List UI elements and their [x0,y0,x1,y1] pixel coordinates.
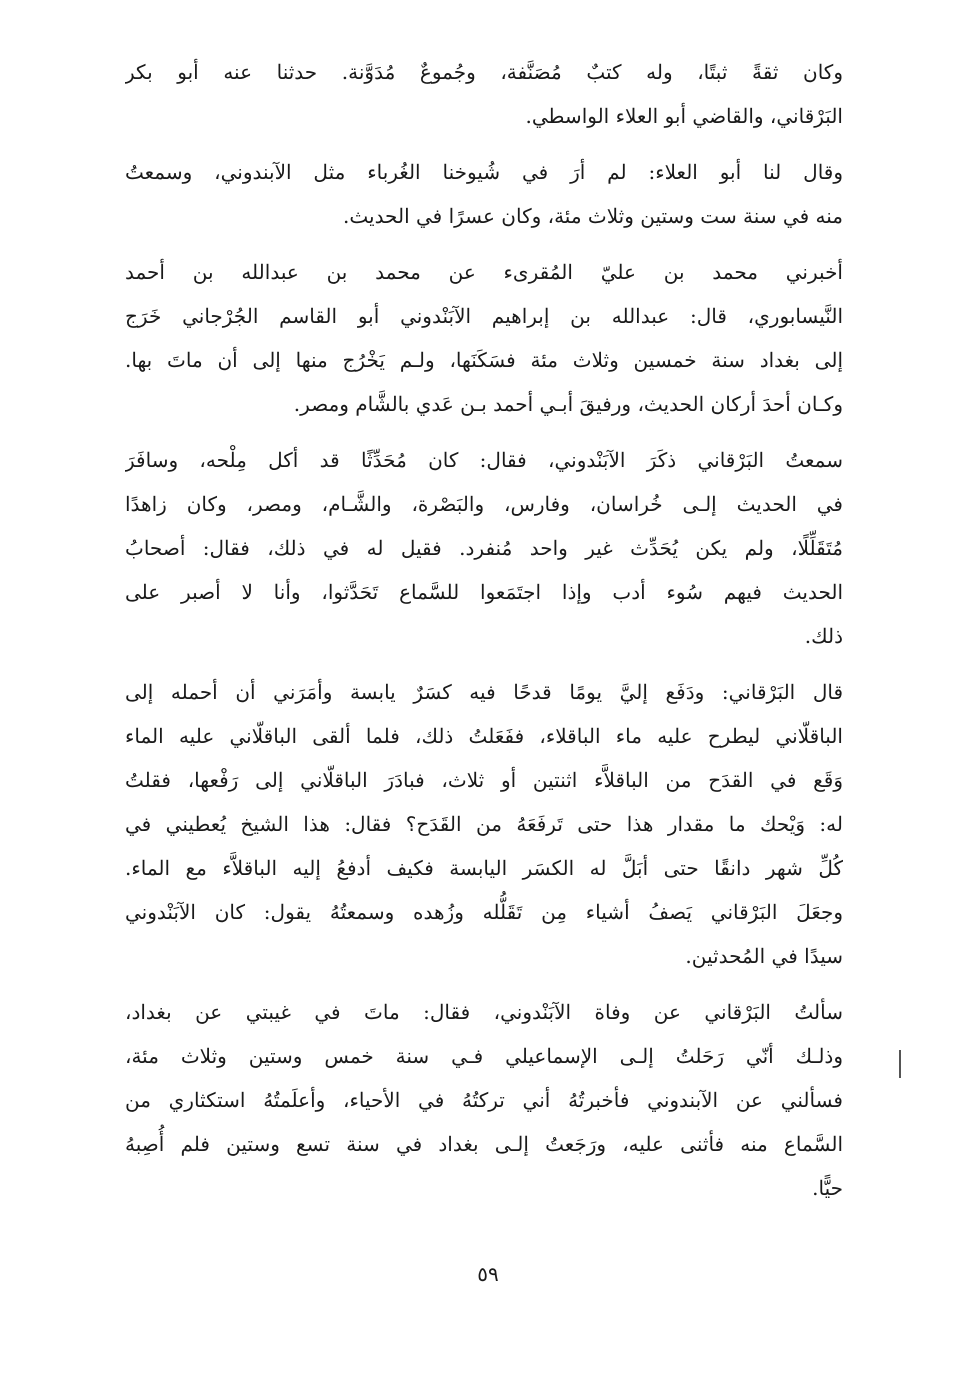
text-line: في الحديث إلـى خُراسان، وفارس، والبَصْرة، والشَّـام، ومصر، وكان زاهدًا [125,492,843,516]
paragraph [125,250,843,426]
text-line: وكان ثقةً ثبتًا، وله كتبٌ مُصَنَّفة، وجُموعٌ مُدَوَّنة. حدثنا عنه أبو بكر [125,60,843,84]
text-line: السَّماع منه فأثنى عليه، ورَجَعتُ إلـى بغداد في سنة تسع وستين فلم أُصِبهُ [125,1132,843,1156]
text-line: وجعَلَ البَرْقاني يَصفُ أشياء مِن تَقَلُّله وزُهده وسمعتُهُ يقول: كان الآبَنْدوني [125,900,843,924]
paragraph [125,50,843,138]
text-line: وقال لنا أبو العلاء: لم أرَ في شُيوخنا الغُرباء مثل الآبندوني، وسمعتُ [125,160,843,184]
text-line: فسألني عن الآبندوني فأخبرتُهُ أني تركتُهُ في الأحياء، وأعلَمتُهُ استكثاري من [125,1088,843,1112]
paragraph [125,438,843,658]
page-number: ٥٩ [477,1262,499,1286]
text-line: أخبرني محمد بن عليّ المُقرىء عن محمد بن عبدالله بن أحمد [125,260,843,284]
paragraph [125,670,843,978]
text-line: سمعتُ البَرْقاني ذكَرَ الآبَنْدوني، فقال: كان مُحَدِّثًا قد أكل مِلْحه، وسافَرَ [125,448,843,472]
text-line: له: وَيْحك ما مقدار هذا حتى تَرفَعَهُ من القَدَح؟ فقال: هذا الشيخ يُعطيني في [125,812,843,836]
text-line: حيًّا. [812,1176,843,1200]
body-text [125,50,843,1222]
text-line: ذلك. [804,624,843,648]
text-line: وذلـك أنّي رَحَلتُ إلـى الإسماعيلي فـي سنة خمس وستين وثلاث مئة، [125,1044,843,1068]
text-line: وكـان أحدَ أركان الحديث، ورفيقَ أبـي أحمد بـن عَدي بالشَّام ومصر. [293,392,843,416]
text-line: الحديث فيهم سُوء أدب وإذا اجتَمَعوا للسَّماع تَحَدَّثوا، وأنا لا أصبر على [125,580,843,604]
margin-mark [899,1050,901,1078]
text-line: سيدًا في المُحدثين. [685,944,843,968]
text-line: النَّيسابوري، قال: عبدالله بن إبراهيم الآبَنْدوني أبو القاسم الجُرْجاني خَرَج [125,304,843,328]
text-line: وَقَع في القدَح من الباقلاَّء اثنتين أو ثلاث، فبادَرَ الباقلّاني إلى رَفْعها، فقلتُ [125,768,843,792]
text-line: كُلِّ شهر دانقًا حتى أبَلَّ له الكسَر اليابسة فكيف أدفعُ إليه الباقلاَّء مع الماء. [125,856,843,880]
paragraph [125,990,843,1210]
paragraph [125,150,843,238]
text-line: منه في سنة ست وستين وثلاث مئة، وكان عسرًا في الحديث. [343,204,843,228]
text-line: الباقلّاني ليطرح عليه ماء الباقلاء، ففَعَلتُ ذلك، فلما ألقى الباقلّاني عليه الماء [125,724,843,748]
text-line: قال البَرْقاني: ودَفَع إليَّ يومًا قدحًا فيه كسَرٌ يابسة وأمَرَني أن أحمله إلى [125,680,843,704]
text-line: البَرْقاني، والقاضي أبو العلاء الواسطي. [525,104,843,128]
text-line: سألتُ البَرْقاني عن وفاة الآبَنْدوني، فقال: ماتَ في غيبتي عن بغداد، [125,1000,843,1024]
text-line: مُتَقَلِّلًا، ولم يكن يُحَدِّث غير واحد مُنفرد. فقيل له في ذلك، فقال: أصحابُ [125,536,843,560]
text-line: إلى بغداد سنة خمسين وثلاث مئة فسَكَنَها، ولـم يَخْرُج منها إلى أن ماتَ بها. [125,348,843,372]
